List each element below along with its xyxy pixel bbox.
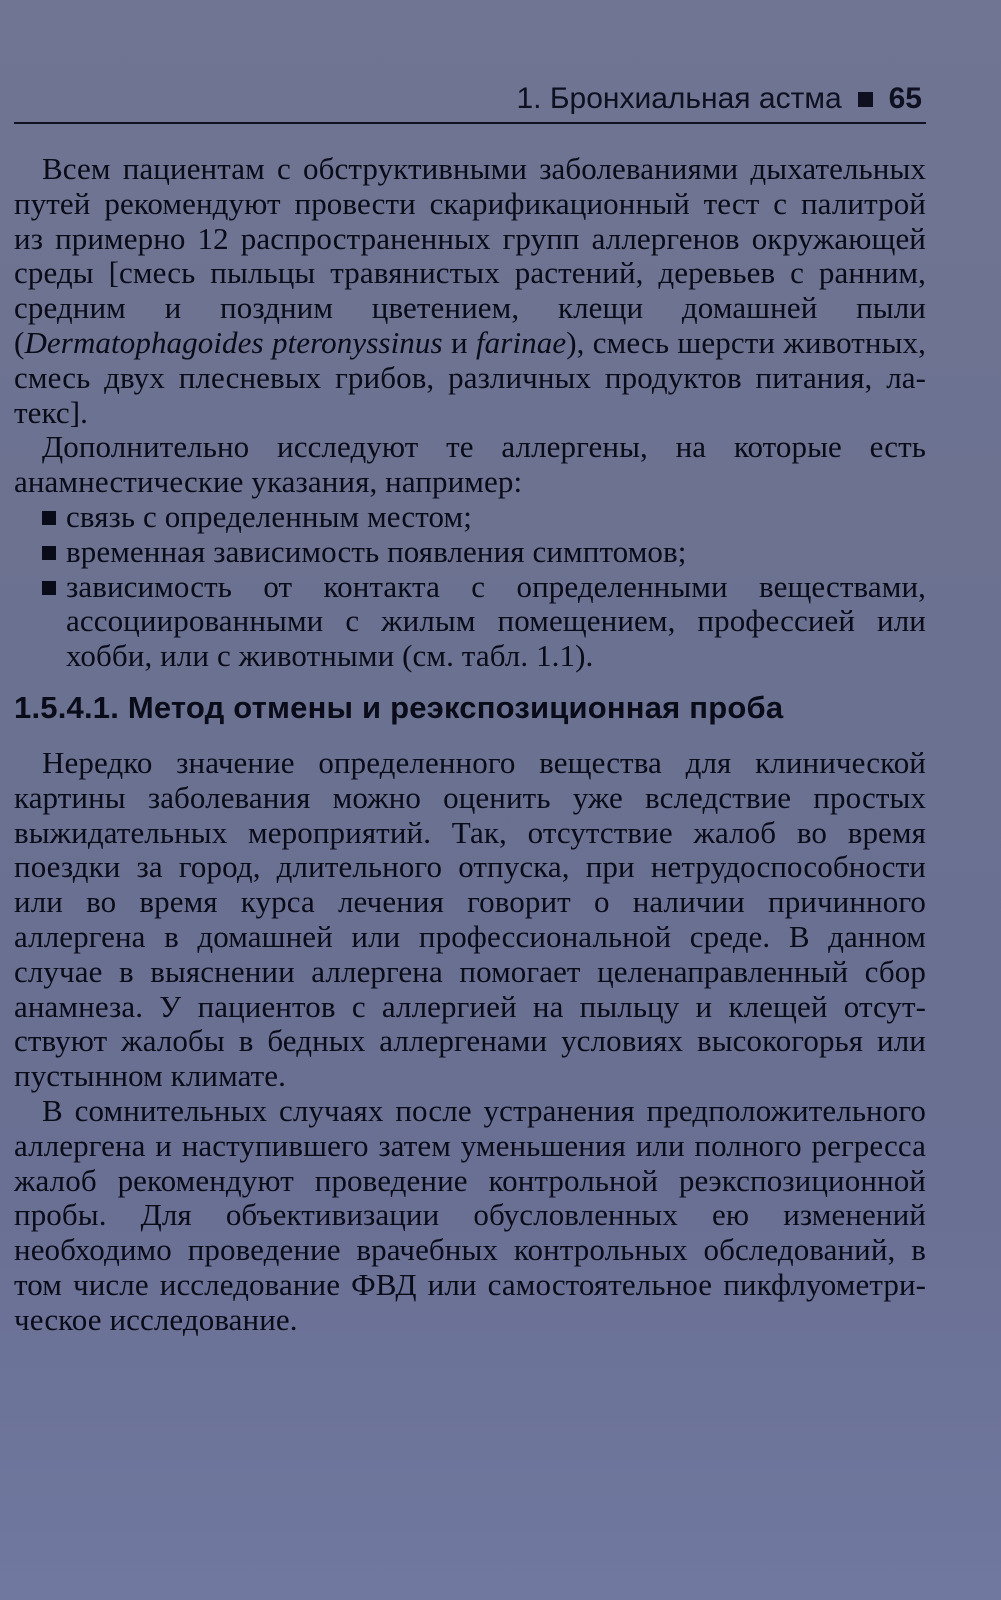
list-item [14,570,926,674]
running-header [14,76,926,124]
species-farinae: farinae [475,324,567,360]
p1-text-start: Всем пациентам с обструктивными заболеваниями дыхательных путей рекомендуют провести скарификационный тест с палитрой из примерно 12 распространенных групп аллергенов окружающей среды [смесь пыльцы травянистых растений, деревьев с ранним, средним и поздним цветением, клещи домашней пыли ( [14,151,926,360]
species-name: Dermatophagoides pteronyssinus [24,324,443,360]
paragraph-reexposure: В сомнительных случаях после устранения предположительного аллергена и наступившего затем уменьшения или полного регресса жалоб рекомендуют проведение контрольной реэкспозиционной пробы. Для объективизации обусловленных ею изменений необходимо проведение врачебных контрольных обследований, в том числе исследование ФВД или самостоятельное пикфлуометрическое исследование. [14,1092,926,1337]
section-heading: 1.5.4.1. Метод отмены и реэкспозиционная проба [14,689,784,725]
square-bullet-icon [42,511,56,525]
paragraph-additional-allergens: Дополнительно исследуют те аллергены, на которые есть анамнестические указания, например: [14,429,926,500]
list-item [14,535,926,570]
paragraph-skin-test [14,152,926,430]
list-item [14,500,926,535]
list-item-text: временная зависимость появления симптомов; [66,533,687,569]
book-page [14,0,926,1600]
list-item-text: зависимость от контакта с определенными веществами, ассоциированными с жилым помещением, профессией или хобби, или с животными (см. табл. 1.1). [66,568,926,674]
header-inner [517,82,923,116]
list-item-text: связь с определенным местом; [66,498,472,534]
p1-conjunction: и [442,324,476,360]
page-number: 65 [888,82,922,115]
paragraph-avoidance: Нередко значение определенного вещества для клинической картины заболевания можно оценить уже вследствие простых выжидательных мероприятий. Так, отсутствие жалоб во время поездки за город, длительного отпуска, при нетрудоспособности или во время курса лечения говорит о наличии причинного аллергена в домашней или профессиональной среде. В данном случае в выяснении аллергена помогает целенаправленный сбор анамнеза. У пациентов с аллергией на пыльцу и клещей отсутствуют жалобы в бедных аллергенами условиях высокогорья или пустынном климате. [14,744,926,1094]
chapter-title: 1. Бронхиальная астма [516,82,842,115]
square-bullet-icon [42,581,56,595]
indications-list [14,500,926,674]
p1-text-end: ), смесь шерсти животных, смесь двух плесневых грибов, различных продуктов питания, латекс]. [14,324,926,430]
square-bullet-icon [42,546,56,560]
page-content [14,152,926,1338]
square-bullet-icon [858,92,873,107]
